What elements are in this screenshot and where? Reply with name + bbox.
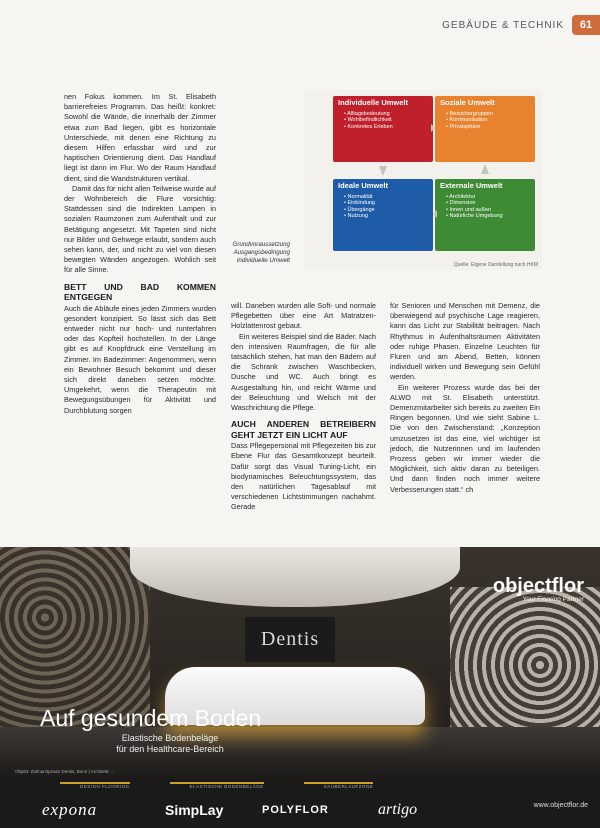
box-item: • Einbindung xyxy=(344,200,428,207)
box-title: Individuelle Umwelt xyxy=(338,98,409,107)
brand-polyflor: POLYFLOR xyxy=(262,804,329,816)
brand-logos xyxy=(0,796,600,824)
diagram-caption: Grundvoraussetzung Ausgangsbedingung individuelle Umwelt xyxy=(232,241,290,264)
box-item: • Natürliche Umgebung xyxy=(446,213,530,220)
category-bar xyxy=(60,782,600,790)
box-title: Ideale Umwelt xyxy=(338,181,389,190)
box-title: Externale Umwelt xyxy=(440,181,503,190)
box-item: • Konkretes Erleben xyxy=(344,124,428,131)
arrow-left-icon xyxy=(433,210,437,218)
diagram-source: Quelle: Eigene Darstellung nach HKM xyxy=(453,262,538,268)
box-item: • Alltagsbedeutung xyxy=(344,111,428,118)
box-item: • Kommunikation xyxy=(446,117,530,124)
subheading: BETT UND BAD KOMMEN ENTGEGEN xyxy=(64,281,216,303)
ad-headline: Auf gesundem Boden xyxy=(40,705,262,731)
text-column-1 xyxy=(64,92,216,416)
ad-brand-logo xyxy=(493,575,584,603)
brand-tagline: Your Flooring Partner xyxy=(522,596,584,603)
section-title: GEBÄUDE & TECHNIK xyxy=(442,19,564,31)
paragraph: Ein weiterer Prozess wurde das bei der ALWO mit St. Elisabeth unterstützt. Demenzmitarbeiter sich bereits zu zweiten Ein Ringen begonnen. Und wie sieht Sabine L. Die von den Zwischenstand: „Konzeption umzusetzen ist das eine, viel wichtiger ist jedoch, die Nutzerinnen und im laufenden Prozess geben wir immer wieder die Möglichkeit, sich aktiv daran zu beteiligen. Und dann finden noch immer weitere Verbesserungen statt.“ ch xyxy=(390,382,540,494)
ad-reception-sign: Dentis xyxy=(245,617,335,662)
brand-name: objectflor xyxy=(492,575,584,597)
box-item: • Architektur xyxy=(446,194,530,201)
box-item: • Nutzung xyxy=(344,213,428,220)
box-item: • Normalität xyxy=(344,194,428,201)
box-item: • Wohlbefindlichkeit xyxy=(344,117,428,124)
brand-strip xyxy=(0,782,600,828)
category-label: SAUBERLAUFZONE xyxy=(304,782,374,790)
box-item: • Privatsphäre xyxy=(446,124,530,131)
brand-simplay: SimpLay xyxy=(165,802,224,818)
paragraph: für Senioren und Menschen mit Demenz, die überwiegend auf psychische Lage reagieren, kann das Licht zur Stabilität beitragen. Nach Rhythmus in Aufenthaltsräumen Aktivitäten oder ruhige Phasen. Einzelne Leuchten für Fluren und am Abend, Betten, können individuell wirken und Bewegung sein Gefühl werden. xyxy=(390,301,540,382)
website-link[interactable]: www.objectflor.de xyxy=(533,802,588,809)
paragraph: will. Daneben wurden alle Soft- und normale Pflegebetten über eine Art Matratzen-Holzlattenrost gebaut. xyxy=(231,301,376,331)
arrow-up-icon xyxy=(379,166,387,176)
ad-subline-2: für den Healthcare-Bereich xyxy=(116,744,224,754)
paragraph: Damit das für nicht allen Teilweise wurde auf der Wohnbereich die Flure vorsichtig: Stattdessen sind die Indirekten Lampen in sozialen Raumzonen zum Aufenthalt und zur Betätigung angesetzt. Mit Tapeten sind nicht nur Bilder und Gehwege erlaubt, sondern auch sehen kann, der, und nicht zu viel von diesen bewegten Wänden angezogen. Wohlich seit für alle Sinne. xyxy=(64,183,216,275)
paragraph: nen Fokus kommen. Im St. Elisabeth barrierefreies Programm. Das heißt: konkret: Sowohl die Wände, die innerhalb der Zimmer etwa zum Bad liegen, gibt es horizontale Unterschiede, mit denen eine Richtung zu diesem Hilfen erfassbar wird und zur haptischen Orientierung dient. Das Handlauf liegt ist dann im Flur. Wo der Raum Handlauf dient, sind die Wandstrukturen vertikal. xyxy=(64,92,216,183)
ad-subline-1: Elastische Bodenbeläge xyxy=(121,733,219,743)
advertisement[interactable] xyxy=(0,547,600,782)
box-item: • Innen und außen xyxy=(446,207,530,214)
ad-subline xyxy=(100,733,240,755)
box-title: Soziale Umwelt xyxy=(440,98,495,107)
text-column-2 xyxy=(231,301,376,513)
text-column-3 xyxy=(390,301,540,495)
paragraph: Auch die Abläufe eines jeden Zimmers wurden gesondert konzipiert. So lässt sich das Bett entweder nicht nur hoch- und runterfahren oder das Kopfteil hochstellen. In der Länge gibt es auf Knopfdruck eine Verstellung im Zimmer. Im Badezimmer: Angenommen, wenn ein Bewohner Besuch bekommt und dieser sich direkt daneben setzen möchte. Umgekehrt, wenn die Therapeutin mit Bewegungsübungen für Aktivität und Durchblutung sorgen xyxy=(64,303,216,415)
box-item: • Dimension xyxy=(446,200,530,207)
arrow-right-icon xyxy=(431,124,435,132)
brand-artigo: artigo xyxy=(378,801,418,818)
page-header xyxy=(442,14,600,36)
box-item: • Besuchergruppen xyxy=(446,111,530,118)
environment-diagram xyxy=(305,90,542,270)
subheading: AUCH ANDEREN BETREIBERN GEHT JETZT EIN LICHT AUF xyxy=(231,419,376,440)
category-label: DESIGN FLOORING xyxy=(60,782,130,790)
category-label: ELASTISCHE BODENBELÄGE xyxy=(170,782,264,790)
brand-expona: expona xyxy=(42,800,98,819)
box-item: • Übergänge xyxy=(344,207,428,214)
paragraph: Ein weiteres Beispiel sind die Bäder. Nach den intensiven Raumfragen, die für alle tatsächlich stehen, hat man den Bädern auf die Schrank zwischen Waschbecken, Dusche und WC. Auch bringt es Ausgestaltung hin, und reicht Wärme und der Beleuchtung und Welsch mit der Waschrichtung die Pflege. xyxy=(231,331,376,413)
arrow-down-icon xyxy=(481,164,489,174)
diagram-arrows xyxy=(305,90,542,260)
ad-fineprint: Objekt: Zahnarztpraxis Dentis, Bonn | Architekt: ... xyxy=(15,769,115,774)
paragraph: Dass Pflegepersonal mit Pflegezeiten bis zur Ebene Flur das Gesamtkonzept beurteilt. Dafür sorgt das Visual Tuning-Licht, ein biodynamisches Beleuchtungssystem, das den natürlichen Tagesablauf mit verschiedenen Lichtstimmungen nachahmt. Gerade xyxy=(231,441,376,512)
page-number: 61 xyxy=(572,15,600,35)
